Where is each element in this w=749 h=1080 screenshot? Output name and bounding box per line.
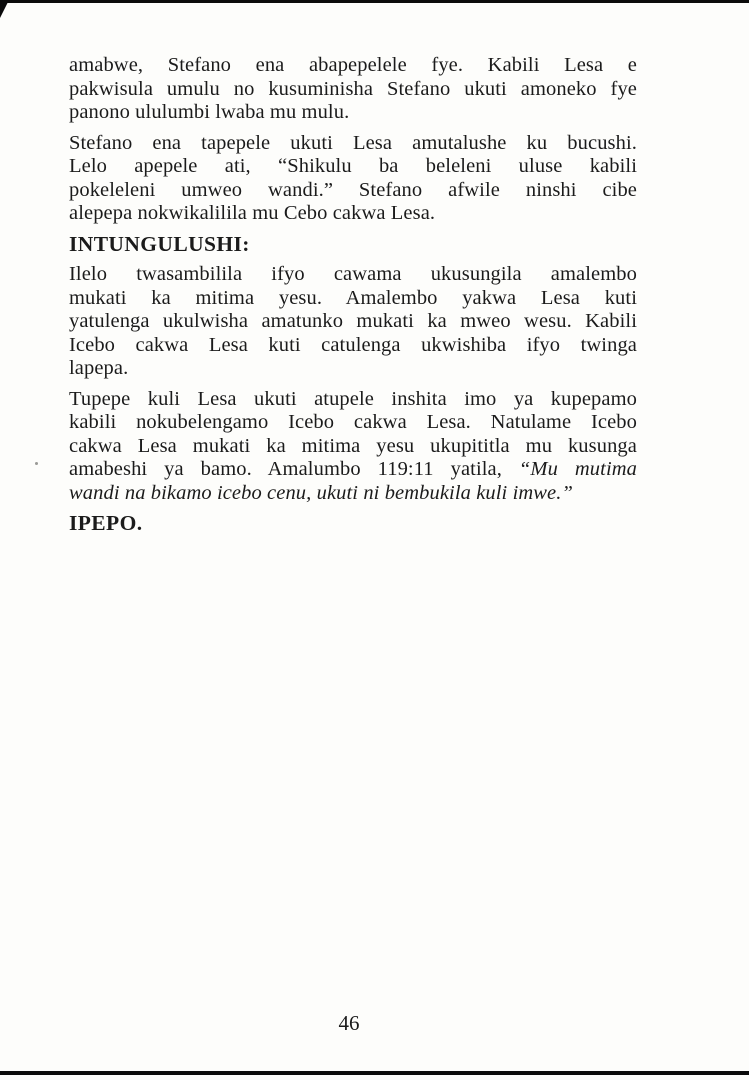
body-text: pakwisula umulu no kusuminisha Stefano ukuti amoneko fye: [69, 77, 637, 100]
text-line: [69, 310, 637, 334]
text-line: [69, 388, 637, 412]
text-line: [69, 357, 637, 381]
text-line: [69, 482, 637, 506]
body-text: Stefano ena tapepele ukuti Lesa amutalushe ku bucushi.: [69, 131, 637, 154]
text-line: [69, 54, 637, 78]
body-text: amabeshi ya bamo. Amalumbo 119:11 yatila,: [69, 458, 519, 480]
body-text: yatulenga ukulwisha amatunko mukati ka mweo wesu. Kabili: [69, 310, 637, 332]
text-line: [69, 78, 637, 102]
text-line: [69, 155, 637, 179]
scan-edge-top-line: [0, 0, 749, 3]
text-line: [69, 435, 637, 459]
text-line: [69, 101, 637, 125]
text-line: [69, 263, 637, 287]
body-text: panono ululumbi lwaba mu mulu.: [69, 101, 350, 123]
body-text: mukati ka mitima yesu. Amalembo yakwa Lesa kuti: [69, 286, 637, 309]
scan-edge-bottom-line: [0, 1071, 749, 1075]
text-line: [69, 202, 637, 226]
text-line: [69, 179, 637, 203]
body-text: Ilelo twasambilila ifyo cawama ukusungila amalembo: [69, 263, 637, 285]
body-text: Icebo cakwa Lesa kuti catulenga ukwishiba ifyo twinga: [69, 333, 637, 356]
text-line: [69, 411, 637, 435]
body-text: alepepa nokwikalilila mu Cebo cakwa Lesa.: [69, 202, 436, 224]
body-text: Tupepe kuli Lesa ukuti atupele inshita imo ya kupepamo: [69, 387, 637, 410]
body-text: pokeleleni umweo wandi.” Stefano afwile ninshi cibe: [69, 178, 637, 201]
scan-speckle: [35, 462, 38, 465]
section-heading: IPEPO.: [69, 511, 143, 535]
text-line: [69, 334, 637, 358]
paragraph: [69, 132, 637, 226]
scripture-quote-text: “Mu mutima: [518, 458, 637, 480]
paragraph: [69, 54, 637, 125]
body-text: Lelo apepele ati, “Shikulu ba beleleni uluse kabili: [69, 155, 637, 177]
paragraph: [69, 388, 637, 506]
body-text: amabwe, Stefano ena abapepelele fye. Kabili Lesa e: [69, 54, 637, 76]
body-text: lapepa.: [69, 357, 129, 379]
text-line: [69, 287, 637, 311]
text-line: [69, 132, 637, 156]
text-line: [69, 458, 637, 482]
paragraph: [69, 263, 637, 381]
text-column: [69, 54, 637, 543]
section-heading: INTUNGULUSHI:: [69, 231, 250, 256]
body-text: cakwa Lesa mukati ka mitima yesu ukupititla mu kusunga: [69, 434, 637, 457]
page-number: 46: [338, 1011, 360, 1035]
scripture-quote-text: wandi na bikamo icebo cenu, ukuti ni bembukila kuli imwe.”: [69, 481, 573, 504]
body-text: kabili nokubelengamo Icebo cakwa Lesa. Natulame Icebo: [69, 411, 637, 433]
